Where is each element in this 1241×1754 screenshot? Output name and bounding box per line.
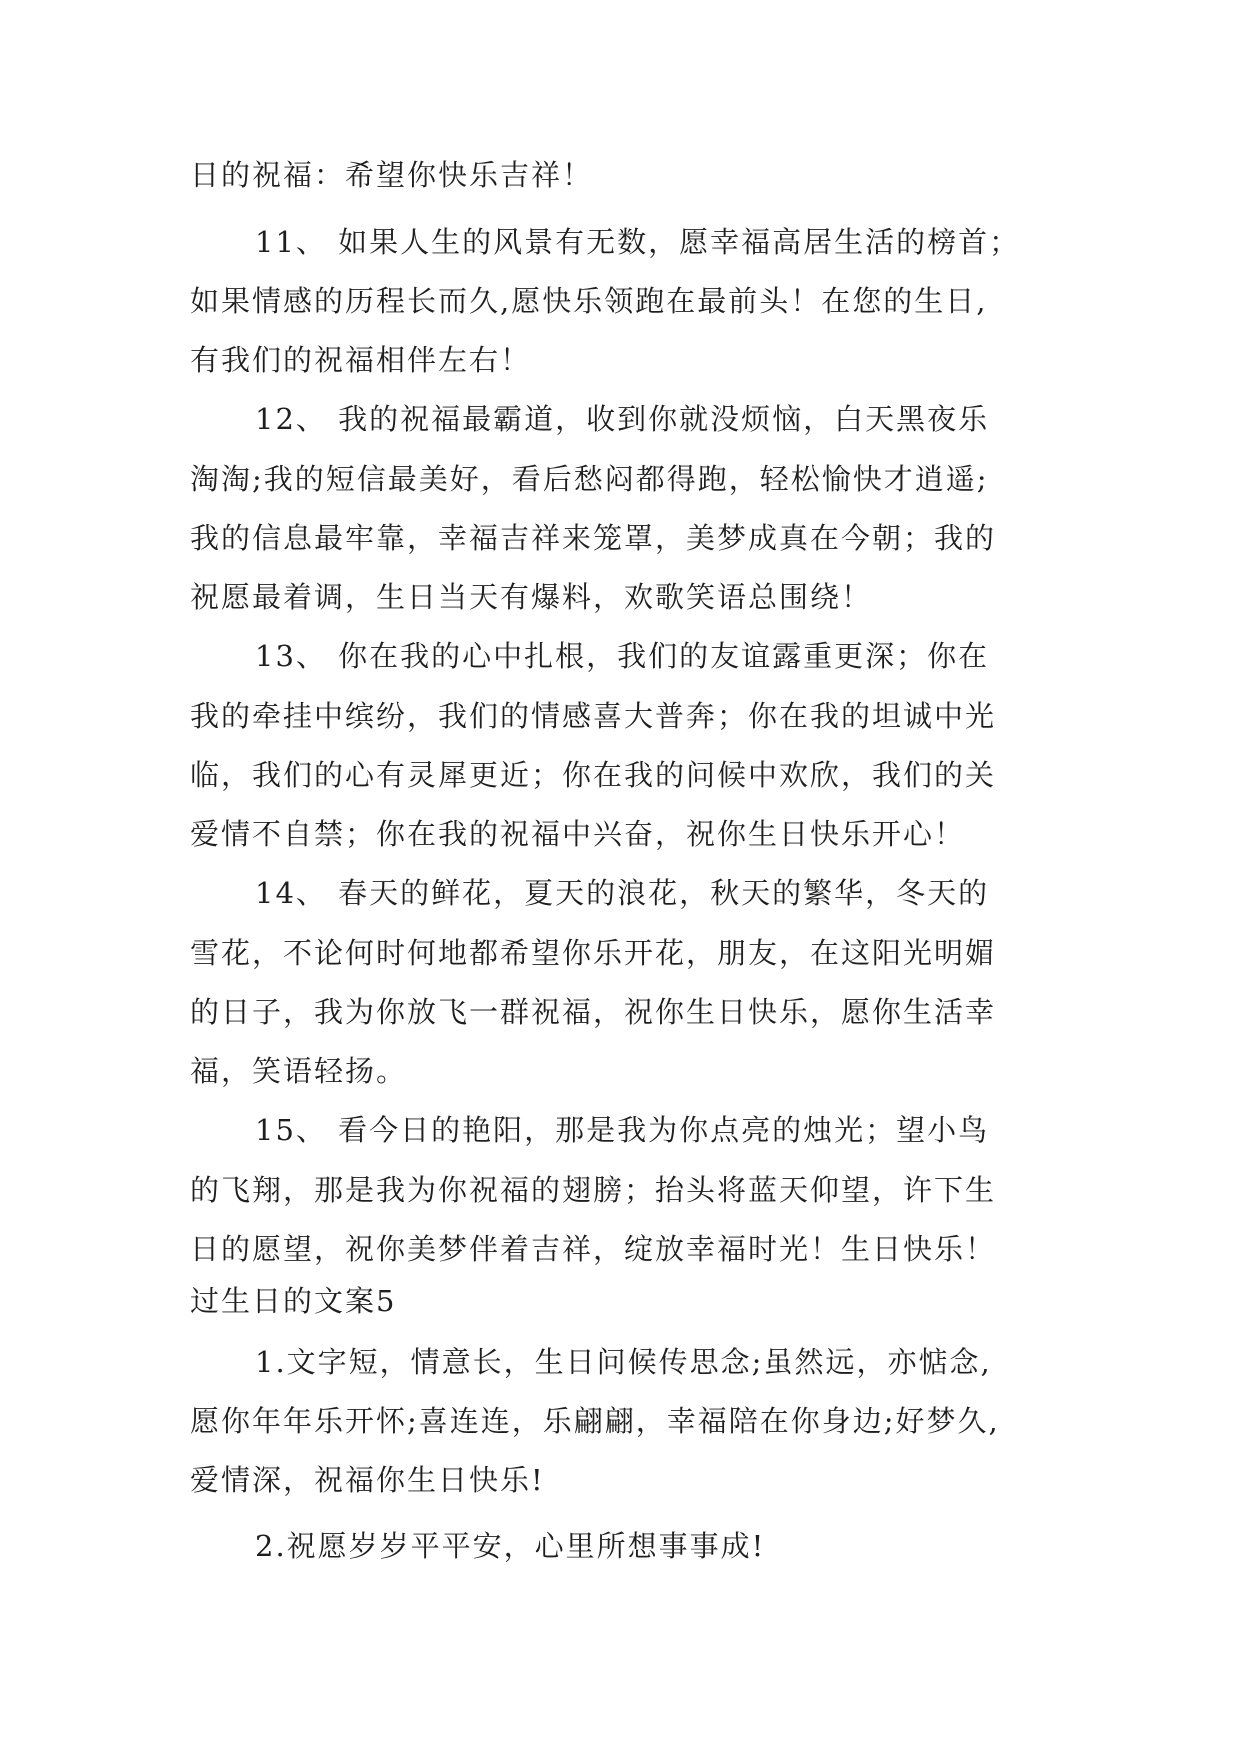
text-line-5: 12、 我的祝福最霸道，收到你就没烦恼，白天黑夜乐 bbox=[255, 402, 990, 436]
text-line-1: 日的祝福：希望你快乐吉祥！ bbox=[190, 158, 594, 192]
text-line-23: 爱情深，祝福你生日快乐! bbox=[190, 1463, 545, 1497]
section-heading: 过生日的文案5 bbox=[190, 1284, 397, 1318]
text-line-16: 福，笑语轻扬。 bbox=[190, 1054, 408, 1088]
text-line-22: 愿你年年乐开怀;喜连连，乐翩翩，幸福陪在你身边;好梦久, bbox=[190, 1404, 1000, 1438]
text-line-24: 2.祝愿岁岁平平安，心里所想事事成! bbox=[255, 1529, 766, 1563]
text-line-10: 我的牵挂中缤纷，我们的情感喜大普奔；你在我的坦诚中光 bbox=[190, 699, 997, 733]
text-line-18: 的飞翔，那是我为你祝福的翅膀；抬头将蓝天仰望，许下生 bbox=[190, 1173, 997, 1207]
text-line-15: 的日子，我为你放飞一群祝福，祝你生日快乐，愿你生活幸 bbox=[190, 995, 997, 1029]
text-line-2: 11、 如果人生的风景有无数，愿幸福高居生活的榜首； bbox=[255, 225, 1021, 259]
text-line-4: 有我们的祝福相伴左右！ bbox=[190, 343, 532, 377]
text-line-11: 临，我们的心有灵犀更近；你在我的问候中欢欣，我们的关 bbox=[190, 758, 997, 792]
text-line-3: 如果情感的历程长而久,愿快乐领跑在最前头！在您的生日, bbox=[190, 284, 988, 318]
text-line-13: 14、 春天的鲜花，夏天的浪花，秋天的繁华，冬天的 bbox=[255, 876, 990, 910]
text-line-12: 爱情不自禁；你在我的祝福中兴奋，祝你生日快乐开心！ bbox=[190, 817, 966, 851]
text-line-21: 1.文字短，情意长，生日问候传思念;虽然远，亦惦念, bbox=[255, 1345, 992, 1379]
text-line-7: 我的信息最牢靠，幸福吉祥来笼罩，美梦成真在今朝；我的 bbox=[190, 521, 997, 555]
text-line-6: 淘淘;我的短信最美好，看后愁闷都得跑，轻松愉快才逍遥; bbox=[190, 462, 989, 496]
text-line-19: 日的愿望，祝你美梦伴着吉祥，绽放幸福时光！生日快乐！ bbox=[190, 1232, 997, 1266]
text-line-9: 13、 你在我的心中扎根，我们的友谊露重更深；你在 bbox=[255, 639, 990, 673]
text-line-17: 15、 看今日的艳阳，那是我为你点亮的烛光；望小鸟 bbox=[255, 1113, 990, 1147]
text-line-14: 雪花，不论何时何地都希望你乐开花，朋友，在这阳光明媚 bbox=[190, 936, 997, 970]
text-line-8: 祝愿最着调，生日当天有爆料，欢歌笑语总围绕！ bbox=[190, 580, 873, 614]
